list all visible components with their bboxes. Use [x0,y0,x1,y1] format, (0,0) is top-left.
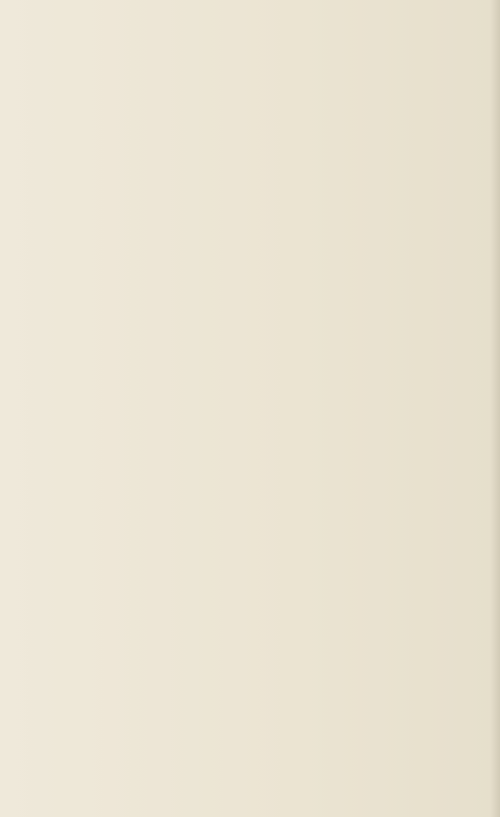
page-edge-shadow [490,0,500,817]
